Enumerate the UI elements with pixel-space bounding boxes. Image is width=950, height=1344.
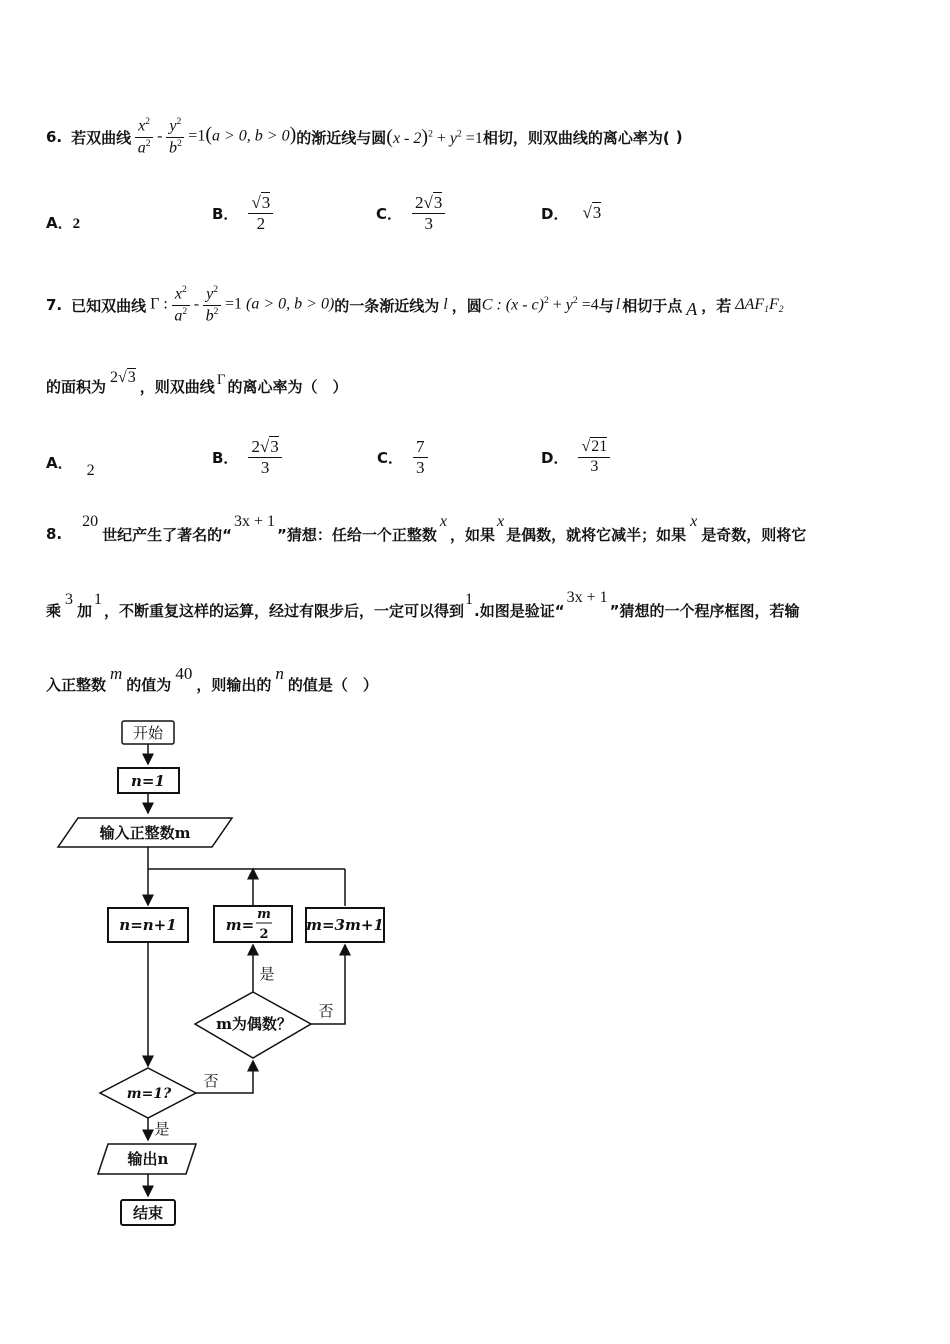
q8-one: 1 [94,591,103,608]
q7-area: 2√3 [110,369,136,386]
q8-t3: ，如果 [450,525,496,544]
q7-triangle: $\Delta AF_1F_2$ [735,295,784,315]
q7-hyperbola-eq: Γ : $\frac{x^2}{a^2}$ - $\frac{y^2}{b^2}$ =1 (a > 0, b > 0) [150,284,335,325]
q8-l2-c: ，不断重复这样的运算，经过有限步后，一定可以得到 [104,601,465,620]
fc-triple-label: m=3m+1 [306,916,384,934]
fc-start-label: 开始 [132,724,164,742]
q8-x1: x [439,513,448,530]
q7-text-d: 与 [598,296,614,315]
q6-number: 6. [46,128,63,146]
q8-l3-b: 的值为 [126,675,172,694]
q8-t1: 世纪产生了著名的“ [102,525,232,544]
q8-expr: 3x + 1 [234,513,276,530]
q8-forty: 40 [175,664,193,683]
q7-number: 7. [46,296,63,314]
q6-hyperbola-eq: $\frac{x^2}{a^2}$ - $\frac{y^2}{b^2}$ =1(a > 0, b > 0) [135,116,296,157]
q8-n: n [275,664,284,683]
q8-l2-a: 乘 [46,601,62,620]
q7-text-e: 相切于点 [622,296,683,315]
fc-output-label: 输出n [127,1150,169,1168]
q6-option-a[interactable]: A．2 [46,214,81,232]
q7-option-a[interactable]: A． 2 [46,454,95,479]
q8-n20: 20 [82,513,99,530]
q6-option-c[interactable]: C． $\frac{2√3}{3}$ [376,188,445,238]
q7-line-l-2: l [615,296,621,313]
fc-inc-label: n=n+1 [119,916,177,934]
q8-m: m [110,664,123,683]
q8-x2: x [497,513,505,530]
q7-option-c[interactable]: C． $\frac{7}{3}$ [377,432,428,482]
q7-text-c: ，圆 [451,296,482,315]
q6-text-a: 若双曲线 [71,128,132,147]
q7-line2-a: 的面积为 [46,377,107,396]
fc-no1-label: 否 [318,1002,334,1020]
q8-t4: 是偶数，就将它减半；如果 [506,525,687,544]
q8-x3: x [690,513,698,530]
q6-option-b[interactable]: B． $\frac{√3}{2}$ [212,188,273,238]
fc-half-lhs: m= [225,916,255,934]
fc-end-label: 结束 [132,1204,164,1222]
q8-l3-d: 的值是（ ） [287,675,378,694]
q7-option-b[interactable]: B． $\frac{2√3}{3}$ [212,432,282,482]
q7-text-f: ，若 [701,296,732,315]
q6-text-c: 相切，则双曲线的离心率为( [482,128,670,147]
fc-init-label: n=1 [131,772,165,790]
q8-l3-c: ，则输出的 [196,675,272,694]
fc-half-den: 2 [259,927,269,942]
q7-line2-b: ，则双曲线 [139,377,215,396]
fc-one-label: m=1? [126,1086,172,1102]
fc-input-label: 输入正整数m [99,824,191,842]
q6-circle-eq: $(x - 2)^2 + y^2 =1$ [386,125,483,148]
q6-text-d: ) [675,128,683,146]
q7-gamma: Γ [216,371,226,388]
q8-three: 3 [65,591,74,608]
fc-yes1-label: 是 [259,965,275,983]
q8-l2-d: .如图是验证“ [474,601,565,620]
q6-text-b: 的渐近线与圆 [296,128,387,147]
q8-l2-b: 加 [77,601,93,620]
q7-point-a: A [686,298,698,319]
fc-yes2-label: 是 [154,1120,170,1138]
q8-l3-a: 入正整数 [46,675,107,694]
fc-no2-label: 否 [203,1072,219,1090]
q7-circle-eq: C : $(x - c)^2 + y^2 =4$ [481,295,599,314]
q8-number: 8. [46,525,63,543]
q8-l2-e: ”猜想的一个程序框图，若输 [609,601,800,620]
q8-expr-2: 3x + 1 [566,589,608,606]
q6-option-d[interactable]: D． √3 [541,203,602,223]
fc-even-label: m为偶数？ [216,1015,292,1033]
q7-line-l: l [443,296,448,313]
q7-text-a: 已知双曲线 [71,296,147,315]
q7-line2-c: 的离心率为（ ） [227,377,348,396]
fc-half-num: m [257,907,271,922]
q8-t2: ”猜想：任给一个正整数 [277,525,437,544]
q8-t5: 是奇数，则将它 [701,525,807,544]
q7-text-b: 的一条渐近线为 [334,296,440,315]
q8-one-2: 1 [465,591,474,608]
q7-option-d[interactable]: D． $\frac{√21}{3}$ [541,432,610,482]
